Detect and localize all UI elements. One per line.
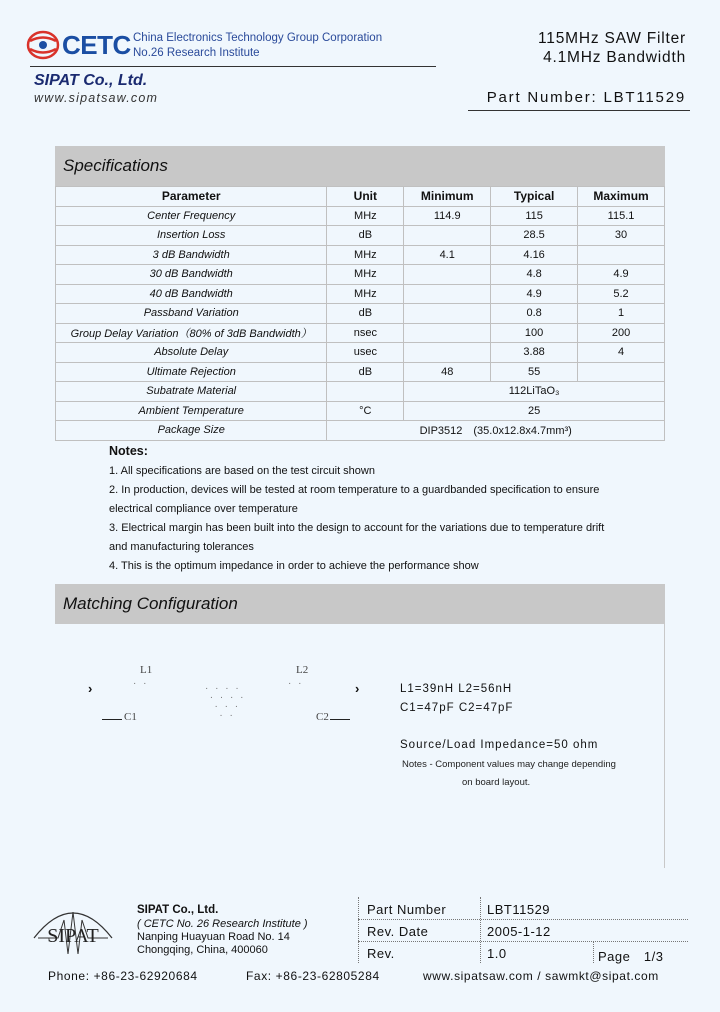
table-row xyxy=(56,382,665,402)
specifications-heading: Specifications xyxy=(55,146,665,186)
sipat-logo-icon xyxy=(30,898,116,964)
note-line: 3. Electrical margin has been built into the design to account for the variations due to temperature drift xyxy=(109,522,605,534)
label-c2: C2 xyxy=(316,711,329,723)
footer-address-2: Chongqing, China, 400060 xyxy=(137,944,268,956)
footer-fax: Fax: +86-23-62805284 xyxy=(246,969,380,983)
min-cell: 48 xyxy=(404,362,491,382)
unit-cell: °C xyxy=(327,401,404,421)
company-website[interactable]: www.sipatsaw.com xyxy=(34,91,159,105)
max-cell: 5.2 xyxy=(578,284,665,304)
param-cell: Subatrate Material xyxy=(56,382,327,402)
min-cell xyxy=(404,284,491,304)
unit-cell: dB xyxy=(327,362,404,382)
unit-cell: dB xyxy=(327,226,404,246)
org-line-2: No.26 Research Institute xyxy=(133,47,260,59)
max-cell xyxy=(578,245,665,265)
max-cell: 4.9 xyxy=(578,265,665,285)
note-line: electrical compliance over temperature xyxy=(109,503,298,515)
note-line: 4. This is the optimum impedance in order to achieve the performance show xyxy=(109,560,479,572)
cetc-logo-text: CETC xyxy=(62,30,131,60)
unit-cell: MHz xyxy=(327,265,404,285)
typ-cell: 55 xyxy=(491,362,578,382)
unit-cell: nsec xyxy=(327,323,404,343)
param-cell: 30 dB Bandwidth xyxy=(56,265,327,285)
rev-date-value: 2005-1-12 xyxy=(487,924,551,939)
column-header: Minimum xyxy=(404,187,491,207)
label-l2: L2 xyxy=(296,664,309,676)
part-number-label: Part Number xyxy=(367,902,447,917)
specifications-table xyxy=(55,186,665,441)
param-cell: Group Delay Variation（80% of 3dB Bandwidth） xyxy=(56,323,327,343)
typ-cell: 115 xyxy=(491,206,578,226)
typ-cell: 3.88 xyxy=(491,343,578,363)
unit-cell: dB xyxy=(327,304,404,324)
footer-company: SIPAT Co., Ltd. xyxy=(137,904,219,916)
footer-web-email[interactable]: www.sipatsaw.com / sawmkt@sipat.com xyxy=(423,969,659,983)
label-c1: C1 xyxy=(124,711,137,723)
product-title: 115MHz SAW Filter xyxy=(538,30,686,47)
product-bandwidth: 4.1MHz Bandwidth xyxy=(543,49,686,66)
table-header-row xyxy=(56,187,665,207)
param-cell: Passband Variation xyxy=(56,304,327,324)
source-load-impedance: Source/Load Impedance=50 ohm xyxy=(400,739,599,751)
table-row xyxy=(56,343,665,363)
min-cell: 114.9 xyxy=(404,206,491,226)
min-cell xyxy=(404,226,491,246)
table-row xyxy=(56,265,665,285)
min-cell xyxy=(404,304,491,324)
param-cell: Insertion Loss xyxy=(56,226,327,246)
capacitor-c2-icon xyxy=(330,719,350,720)
unit-cell: usec xyxy=(327,343,404,363)
table-row xyxy=(56,401,665,421)
capacitor-values: C1=47pF C2=47pF xyxy=(400,702,514,714)
table-row xyxy=(56,362,665,382)
part-number-underline xyxy=(468,110,690,111)
org-line-1: China Electronics Technology Group Corporation xyxy=(133,32,383,44)
param-cell: Absolute Delay xyxy=(56,343,327,363)
table-row xyxy=(56,421,665,441)
typ-cell: 4.16 xyxy=(491,245,578,265)
min-cell xyxy=(404,343,491,363)
unit-cell: MHz xyxy=(327,284,404,304)
max-cell: 1 xyxy=(578,304,665,324)
footer-institute: ( CETC No. 26 Research Institute ) xyxy=(137,918,308,930)
typ-cell: 28.5 xyxy=(491,226,578,246)
ambient-value: 25 xyxy=(404,401,665,421)
column-header: Parameter xyxy=(56,187,327,207)
note-line: 1. All specifications are based on the test circuit shown xyxy=(109,465,375,477)
header-divider xyxy=(30,66,436,67)
max-cell: 200 xyxy=(578,323,665,343)
matching-heading: Matching Configuration xyxy=(55,584,665,624)
cetc-logo-icon xyxy=(26,30,60,60)
matching-note-1: Notes - Component values may change depending xyxy=(402,759,616,770)
note-line: 2. In production, devices will be tested at room temperature to a guardbanded specification to ensure xyxy=(109,484,600,496)
table-row xyxy=(56,226,665,246)
note-line: and manufacturing tolerances xyxy=(109,541,254,553)
unit-cell xyxy=(327,382,404,402)
column-header: Maximum xyxy=(578,187,665,207)
param-cell: Ambient Temperature xyxy=(56,401,327,421)
table-row xyxy=(56,206,665,226)
param-cell: Ultimate Rejection xyxy=(56,362,327,382)
max-cell: 4 xyxy=(578,343,665,363)
inductor-l1-icon: · · xyxy=(133,678,149,689)
rev-label: Rev. xyxy=(367,946,395,961)
part-number-header: Part Number: LBT11529 xyxy=(486,89,686,106)
table-row xyxy=(56,284,665,304)
typ-cell: 100 xyxy=(491,323,578,343)
saw-filter-icon: · · · · · · · · · · · · · xyxy=(205,683,246,721)
page-indicator: Page 1/3 xyxy=(598,949,664,964)
notes-title: Notes: xyxy=(109,444,148,458)
min-cell: 4.1 xyxy=(404,245,491,265)
max-cell xyxy=(578,362,665,382)
column-header: Unit xyxy=(327,187,404,207)
unit-cell: MHz xyxy=(327,206,404,226)
table-row xyxy=(56,304,665,324)
typ-cell: 4.8 xyxy=(491,265,578,285)
param-cell: 40 dB Bandwidth xyxy=(56,284,327,304)
company-name: SIPAT Co., Ltd. xyxy=(34,72,148,89)
table-row xyxy=(56,245,665,265)
column-header: Typical xyxy=(491,187,578,207)
output-arrow-icon: › xyxy=(355,681,360,696)
sipat-logo-text: SIPAT xyxy=(47,925,99,947)
label-l1: L1 xyxy=(140,664,153,676)
table-row xyxy=(56,323,665,343)
max-cell: 30 xyxy=(578,226,665,246)
substrate-value: 112LiTaO₃ xyxy=(404,382,665,402)
rev-value: 1.0 xyxy=(487,946,507,961)
footer-phone: Phone: +86-23-62920684 xyxy=(48,969,198,983)
matching-note-2: on board layout. xyxy=(462,777,531,788)
min-cell xyxy=(404,323,491,343)
inductor-l2-icon: · · xyxy=(288,678,304,689)
footer-address-1: Nanping Huayuan Road No. 14 xyxy=(137,931,290,943)
rev-date-label: Rev. Date xyxy=(367,924,429,939)
param-cell: Center Frequency xyxy=(56,206,327,226)
notes-section xyxy=(109,444,604,576)
package-value: DIP3512 (35.0x12.8x4.7mm³) xyxy=(327,421,665,441)
part-number-value: LBT11529 xyxy=(487,902,551,917)
max-cell: 115.1 xyxy=(578,206,665,226)
min-cell xyxy=(404,265,491,285)
page-header xyxy=(0,0,720,115)
input-arrow-icon: › xyxy=(88,681,93,696)
param-cell: 3 dB Bandwidth xyxy=(56,245,327,265)
typ-cell: 4.9 xyxy=(491,284,578,304)
capacitor-c1-icon xyxy=(102,719,122,720)
param-cell: Package Size xyxy=(56,421,327,441)
unit-cell: MHz xyxy=(327,245,404,265)
typ-cell: 0.8 xyxy=(491,304,578,324)
inductor-values: L1=39nH L2=56nH xyxy=(400,683,513,695)
